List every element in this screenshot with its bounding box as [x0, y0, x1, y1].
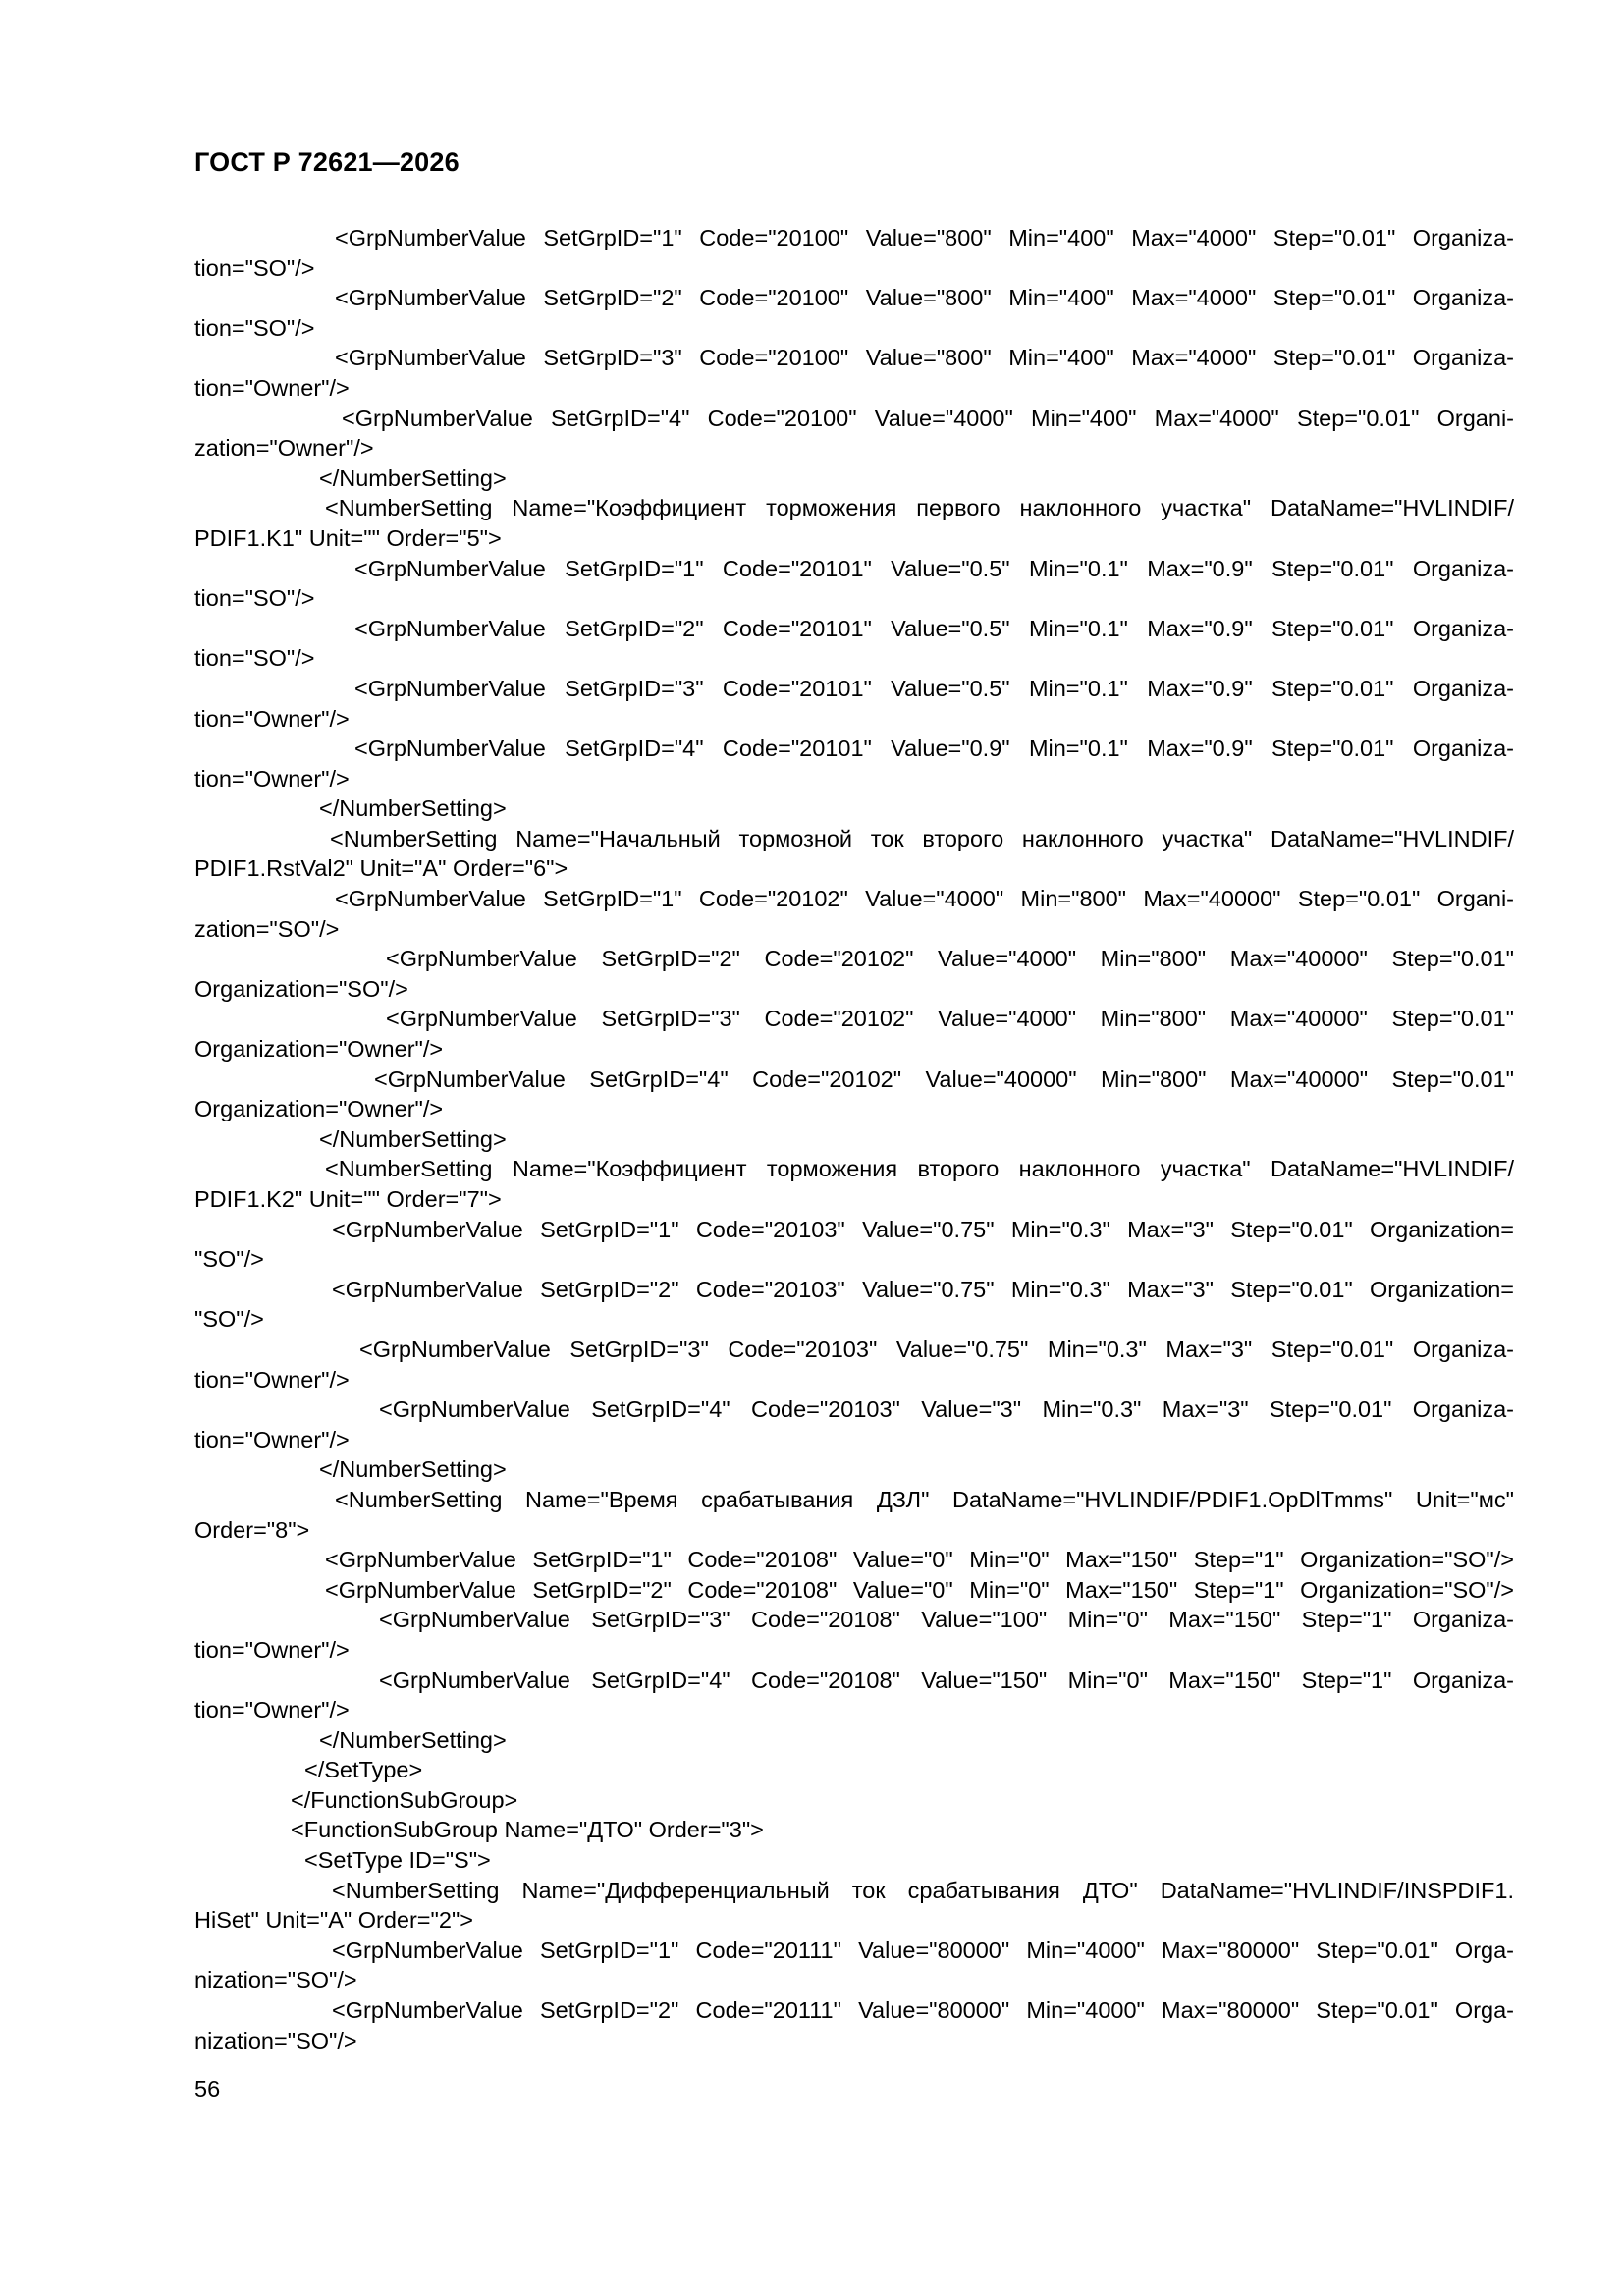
- code-line: </FunctionSubGroup>: [291, 1786, 518, 1813]
- code-line: <GrpNumberValue SetGrpID="3" Code="20100" Value="800" Min="400" Max="4000" Step="0.01" Organiza-: [335, 345, 1514, 371]
- code-line: </NumberSetting>: [319, 465, 507, 491]
- code-line: <NumberSetting Name="Время срабатывания ДЗЛ" DataName="HVLINDIF/PDIF1.OpDlTmms" Unit="мс": [335, 1486, 1514, 1512]
- code-line: "SO"/>: [194, 1306, 264, 1333]
- code-line: tion="SO"/>: [194, 254, 315, 281]
- code-line: PDIF1.RstVal2" Unit="A" Order="6">: [194, 855, 568, 882]
- code-line: tion="Owner"/>: [194, 1636, 350, 1663]
- code-line: <GrpNumberValue SetGrpID="1" Code="20108" Value="0" Min="0" Max="150" Step="1" Organization="SO"/>: [325, 1547, 1514, 1573]
- code-line: </NumberSetting>: [319, 1125, 507, 1152]
- code-line: tion="SO"/>: [194, 645, 315, 672]
- code-line: zation="Owner"/>: [194, 435, 374, 462]
- code-line: </NumberSetting>: [319, 795, 507, 822]
- code-line: Organization="Owner"/>: [194, 1096, 444, 1122]
- code-line: tion="Owner"/>: [194, 705, 350, 732]
- code-line: tion="Owner"/>: [194, 1366, 350, 1393]
- code-line: </NumberSetting>: [319, 1726, 507, 1753]
- xml-listing-body: [194, 223, 1514, 2055]
- code-line: <GrpNumberValue SetGrpID="2" Code="20103" Value="0.75" Min="0.3" Max="3" Step="0.01" Organization=: [332, 1276, 1514, 1302]
- code-line: Order="8">: [194, 1516, 310, 1543]
- code-line: tion="SO"/>: [194, 585, 315, 612]
- code-line: <NumberSetting Name="Коэффициент торможения первого наклонного участка" DataName="HVLINDIF/: [325, 495, 1514, 521]
- code-line: nization="SO"/>: [194, 1967, 357, 1994]
- code-line: <GrpNumberValue SetGrpID="4" Code="20102" Value="40000" Min="800" Max="40000" Step="0.01": [374, 1066, 1514, 1092]
- code-line: </SetType>: [304, 1757, 423, 1783]
- code-line: tion="Owner"/>: [194, 374, 350, 401]
- code-line: <GrpNumberValue SetGrpID="2" Code="20102" Value="4000" Min="800" Max="40000" Step="0.01": [386, 946, 1514, 972]
- code-line: <NumberSetting Name="Начальный тормозной ток второго наклонного участка" DataName="HVLINDIF/: [330, 825, 1514, 851]
- code-line: HiSet" Unit="A" Order="2">: [194, 1907, 474, 1934]
- code-line: <GrpNumberValue SetGrpID="1" Code="20111" Value="80000" Min="4000" Max="80000" Step="0.01" Orga-: [332, 1937, 1514, 1963]
- code-line: <GrpNumberValue SetGrpID="1" Code="20101" Value="0.5" Min="0.1" Max="0.9" Step="0.01" Organiza-: [354, 555, 1514, 581]
- code-line: <GrpNumberValue SetGrpID="2" Code="20111" Value="80000" Min="4000" Max="80000" Step="0.01" Orga-: [332, 1997, 1514, 2024]
- code-line: <GrpNumberValue SetGrpID="1" Code="20102" Value="4000" Min="800" Max="40000" Step="0.01" Organi-: [335, 886, 1514, 912]
- code-line: Organization="SO"/>: [194, 975, 408, 1002]
- code-line: <GrpNumberValue SetGrpID="3" Code="20102" Value="4000" Min="800" Max="40000" Step="0.01": [386, 1006, 1514, 1032]
- code-line: PDIF1.K2" Unit="" Order="7">: [194, 1186, 502, 1212]
- document-code-header: ГОСТ Р 72621—2026: [194, 147, 460, 177]
- code-line: Organization="Owner"/>: [194, 1036, 444, 1063]
- code-line: <GrpNumberValue SetGrpID="4" Code="20103" Value="3" Min="0.3" Max="3" Step="0.01" Organiza-: [379, 1396, 1514, 1423]
- code-line: <GrpNumberValue SetGrpID="2" Code="20100" Value="800" Min="400" Max="4000" Step="0.01" Organiza-: [335, 285, 1514, 311]
- code-line: <SetType ID="S">: [304, 1847, 491, 1874]
- code-line: <GrpNumberValue SetGrpID="3" Code="20108" Value="100" Min="0" Max="150" Step="1" Organiza-: [379, 1607, 1514, 1633]
- code-line: <GrpNumberValue SetGrpID="4" Code="20108" Value="150" Min="0" Max="150" Step="1" Organiza-: [379, 1667, 1514, 1693]
- page-number: 56: [194, 2076, 221, 2102]
- code-line: <GrpNumberValue SetGrpID="2" Code="20101" Value="0.5" Min="0.1" Max="0.9" Step="0.01" Organiza-: [354, 615, 1514, 641]
- code-line: <GrpNumberValue SetGrpID="1" Code="20103" Value="0.75" Min="0.3" Max="3" Step="0.01" Organization=: [332, 1216, 1514, 1242]
- code-line: </NumberSetting>: [319, 1456, 507, 1483]
- code-line: tion="SO"/>: [194, 314, 315, 341]
- code-line: zation="SO"/>: [194, 915, 340, 942]
- code-line: <GrpNumberValue SetGrpID="2" Code="20108" Value="0" Min="0" Max="150" Step="1" Organization="SO"/>: [325, 1576, 1514, 1603]
- code-line: "SO"/>: [194, 1246, 264, 1273]
- code-line: <FunctionSubGroup Name="ДТО" Order="3">: [291, 1817, 764, 1843]
- code-line: <NumberSetting Name="Коэффициент торможения второго наклонного участка" DataName="HVLINDIF/: [325, 1156, 1514, 1182]
- code-line: tion="Owner"/>: [194, 765, 350, 792]
- code-line: <GrpNumberValue SetGrpID="3" Code="20103" Value="0.75" Min="0.3" Max="3" Step="0.01" Organiza-: [359, 1336, 1514, 1362]
- code-line: tion="Owner"/>: [194, 1697, 350, 1723]
- code-line: <GrpNumberValue SetGrpID="4" Code="20101" Value="0.9" Min="0.1" Max="0.9" Step="0.01" Organiza-: [354, 736, 1514, 762]
- code-line: PDIF1.K1" Unit="" Order="5">: [194, 524, 502, 551]
- code-line: <GrpNumberValue SetGrpID="1" Code="20100" Value="800" Min="400" Max="4000" Step="0.01" Organiza-: [335, 225, 1514, 250]
- code-line: <GrpNumberValue SetGrpID="3" Code="20101" Value="0.5" Min="0.1" Max="0.9" Step="0.01" Organiza-: [354, 675, 1514, 701]
- code-line: nization="SO"/>: [194, 2027, 357, 2053]
- code-line: tion="Owner"/>: [194, 1426, 350, 1452]
- code-line: <NumberSetting Name="Дифференциальный ток срабатывания ДТО" DataName="HVLINDIF/INSPDIF1.: [332, 1877, 1514, 1903]
- code-line: <GrpNumberValue SetGrpID="4" Code="20100" Value="4000" Min="400" Max="4000" Step="0.01" Organi-: [342, 405, 1514, 431]
